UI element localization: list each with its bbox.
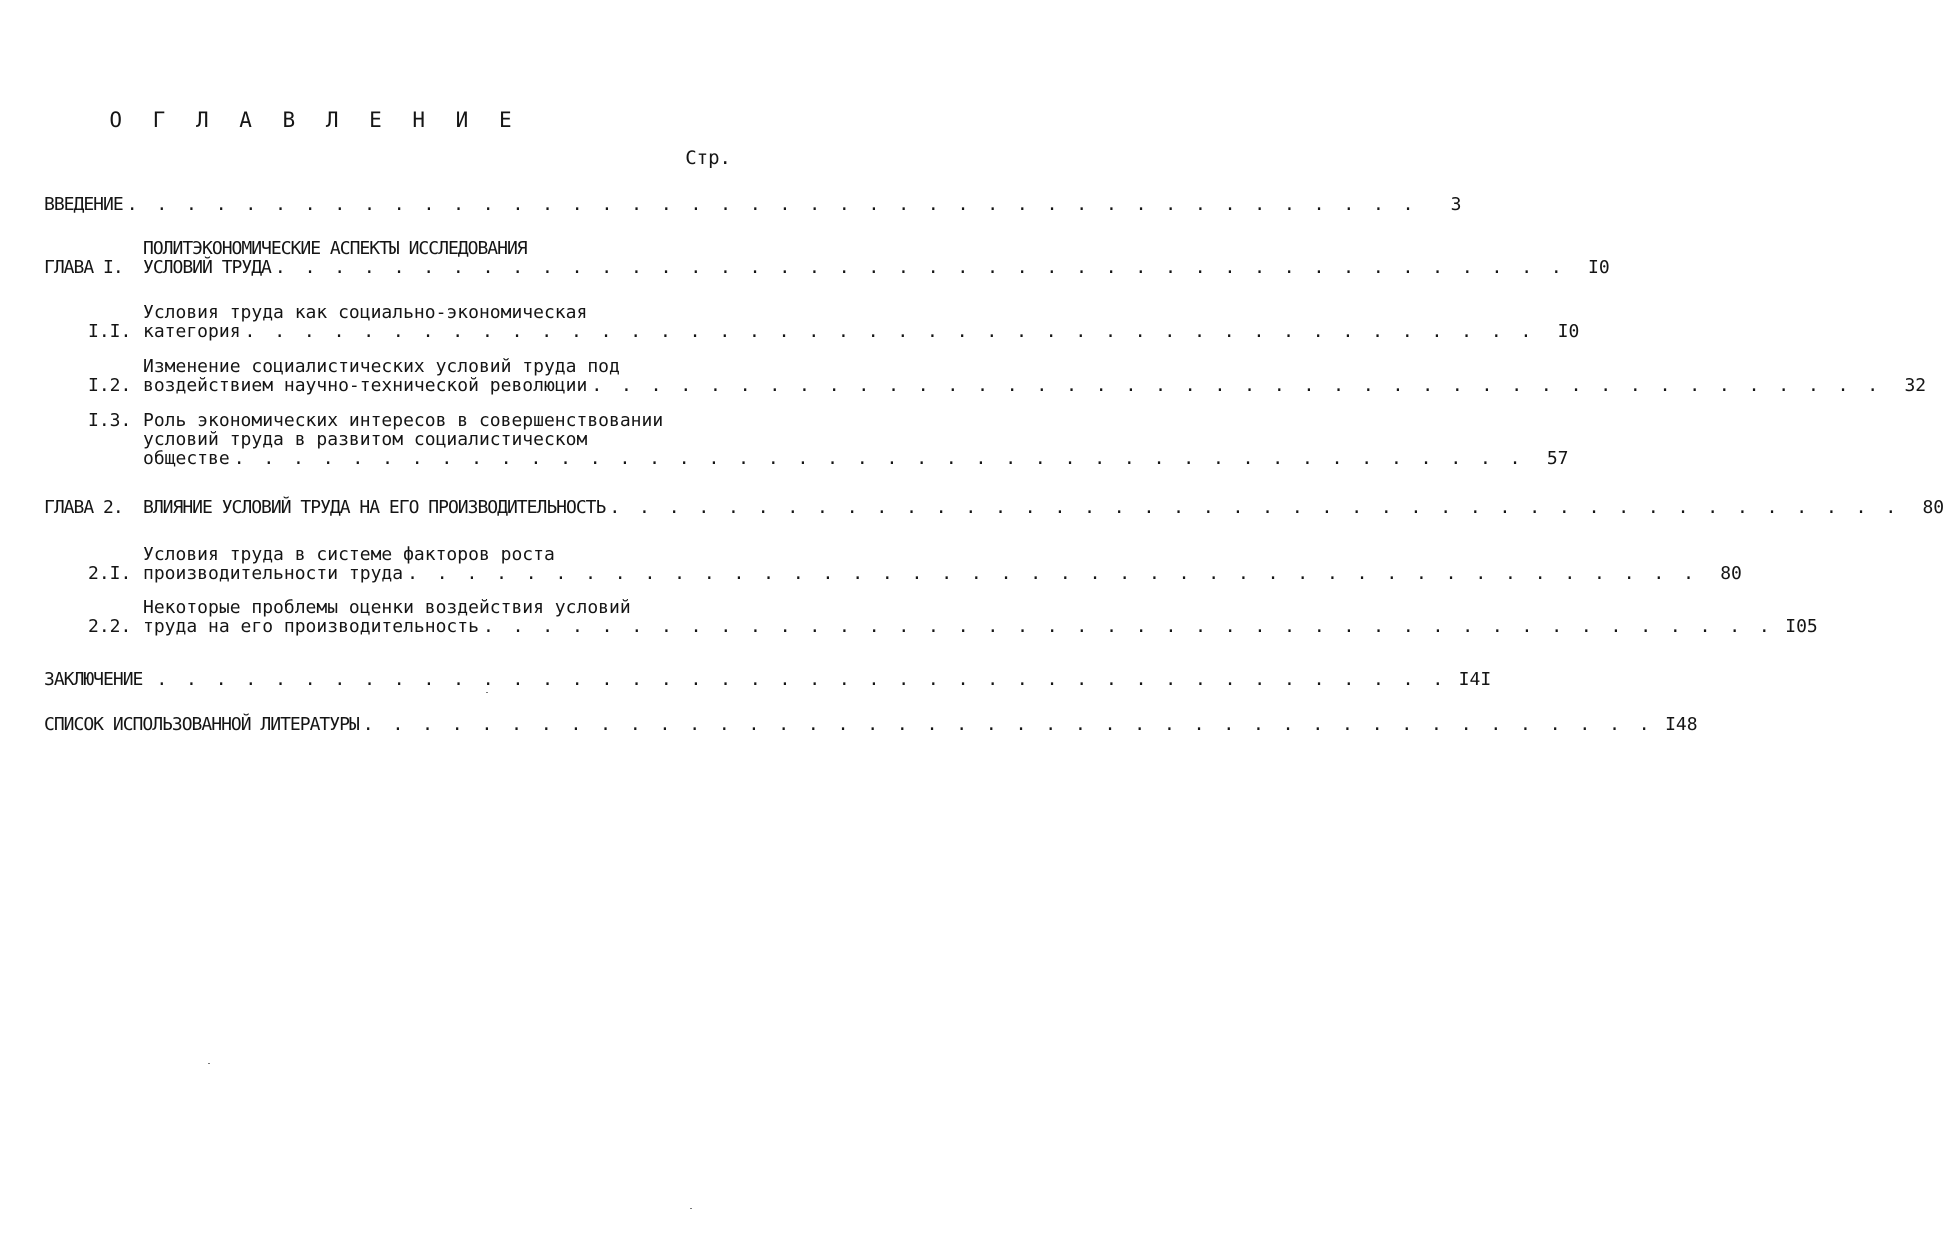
- dot-leader: . . . . . . . . . . . . . . . . . . . . . . . . . . . . . . . . . . . . . . . . . . . .: [126, 194, 1418, 215]
- toc-entry-title-line: Роль экономических интересов в совершенствовании: [143, 410, 664, 431]
- toc-entry-title-line: УСЛОВИЙ ТРУДА: [143, 257, 271, 278]
- toc-entry-chapter-1: [44, 238, 1610, 278]
- toc-entry-title-line: труда на его производительность: [143, 616, 479, 637]
- toc-entry-title: ЗАКЛЮЧЕНИЕ: [44, 669, 143, 690]
- toc-entry-section-1-3: [88, 410, 1569, 469]
- toc-page-number: 80: [1922, 497, 1944, 518]
- toc-entry-title-line: Некоторые проблемы оценки воздействия условий: [143, 597, 631, 618]
- toc-entry-title-line: ВЛИЯНИЕ УСЛОВИЙ ТРУДА НА ЕГО ПРОИЗВОДИТЕЛЬНОСТЬ: [143, 497, 606, 518]
- dot-leader: . . . . . . . . . . . . . . . . . . . . . . . . . . . . . . . . . . . . . . . . . . . .: [591, 375, 1883, 396]
- dot-leader: . . . . . . . . . . . . . . . . . . . . . . . . . . . . . . . . . . . . . . . . . . . .: [156, 669, 1448, 690]
- toc-page-number: I4I: [1458, 669, 1492, 690]
- scan-speck: [486, 692, 488, 693]
- toc-entry-number: 2.I.: [88, 563, 132, 584]
- page-column-label: Стр.: [685, 147, 731, 169]
- toc-page-number: 32: [1904, 375, 1927, 396]
- toc-entry-title-line: воздействием научно-технической революции: [143, 375, 588, 396]
- toc-entry-title-line: производительности труда: [143, 563, 404, 584]
- dot-leader: . . . . . . . . . . . . . . . . . . . . . . . . . . . . . . . . . . . . . . . . . . . .: [274, 257, 1566, 278]
- toc-entry-section-1-2: [88, 356, 1927, 396]
- toc-entry-number: I.3.: [88, 410, 132, 431]
- dot-leader: . . . . . . . . . . . . . . . . . . . . . . . . . . . . . . . . . . . . . . . . . . . .: [407, 563, 1698, 584]
- page-title: О Г Л А В Л Е Н И Е: [109, 108, 521, 132]
- toc-entry-title: СПИСОК ИСПОЛЬЗОВАННОЙ ЛИТЕРАТУРЫ: [44, 714, 359, 735]
- toc-entry-section-2-2: [88, 597, 1818, 637]
- toc-entry-bibliography: [44, 714, 1698, 735]
- toc-page-number: I0: [1588, 257, 1610, 278]
- toc-entry-title-line: обществе: [143, 448, 230, 469]
- toc-entry-introduction: [44, 194, 1462, 215]
- toc-entry-title-line: Изменение социалистических условий труда под: [143, 356, 620, 377]
- toc-entry-title-line: условий труда в развитом социалистическом: [143, 429, 588, 450]
- toc-entry-number: ГЛАВА 2.: [44, 497, 123, 518]
- dot-leader: . . . . . . . . . . . . . . . . . . . . . . . . . . . . . . . . . . . . . . . . . . . .: [244, 321, 1536, 342]
- dot-leader: . . . . . . . . . . . . . . . . . . . . . . . . . . . . . . . . . . . . . . . . . . . .: [482, 616, 1774, 637]
- toc-entry-title-line: ПОЛИТЭКОНОМИЧЕСКИЕ АСПЕКТЫ ИССЛЕДОВАНИЯ: [143, 238, 527, 259]
- toc-entry-section-2-1: [88, 544, 1742, 584]
- toc-page-number: I05: [1785, 616, 1818, 637]
- dot-leader: . . . . . . . . . . . . . . . . . . . . . . . . . . . . . . . . . . . . . . . . . . . .: [233, 448, 1525, 469]
- dot-leader: . . . . . . . . . . . . . . . . . . . . . . . . . . . . . . . . . . . . . . . . . . . .: [362, 714, 1654, 735]
- toc-page-number: 3: [1450, 194, 1462, 215]
- scan-speck: [208, 1063, 210, 1064]
- toc-entry-title: ВВЕДЕНИЕ: [44, 194, 123, 215]
- toc-page-number: 57: [1546, 448, 1569, 469]
- toc-entry-title-line: Условия труда в системе факторов роста: [143, 544, 555, 565]
- toc-entry-title-line: Условия труда как социально-экономическая: [143, 302, 588, 323]
- toc-entry-section-1-1: [88, 302, 1580, 342]
- toc-page-number: I48: [1665, 714, 1698, 735]
- toc-page-number: I0: [1557, 321, 1580, 342]
- toc-page-number: 80: [1720, 563, 1742, 584]
- toc-entry-chapter-2: [44, 497, 1944, 518]
- toc-entry-number: 2.2.: [88, 616, 132, 637]
- toc-entry-number: I.I.: [88, 321, 132, 342]
- toc-entry-conclusion: [44, 669, 1492, 690]
- scan-speck: [690, 1208, 692, 1209]
- toc-entry-number: ГЛАВА I.: [44, 257, 123, 278]
- toc-entry-number: I.2.: [88, 375, 132, 396]
- dot-leader: . . . . . . . . . . . . . . . . . . . . . . . . . . . . . . . . . . . . . . . . . . . .: [609, 497, 1901, 518]
- toc-entry-title-line: категория: [143, 321, 241, 342]
